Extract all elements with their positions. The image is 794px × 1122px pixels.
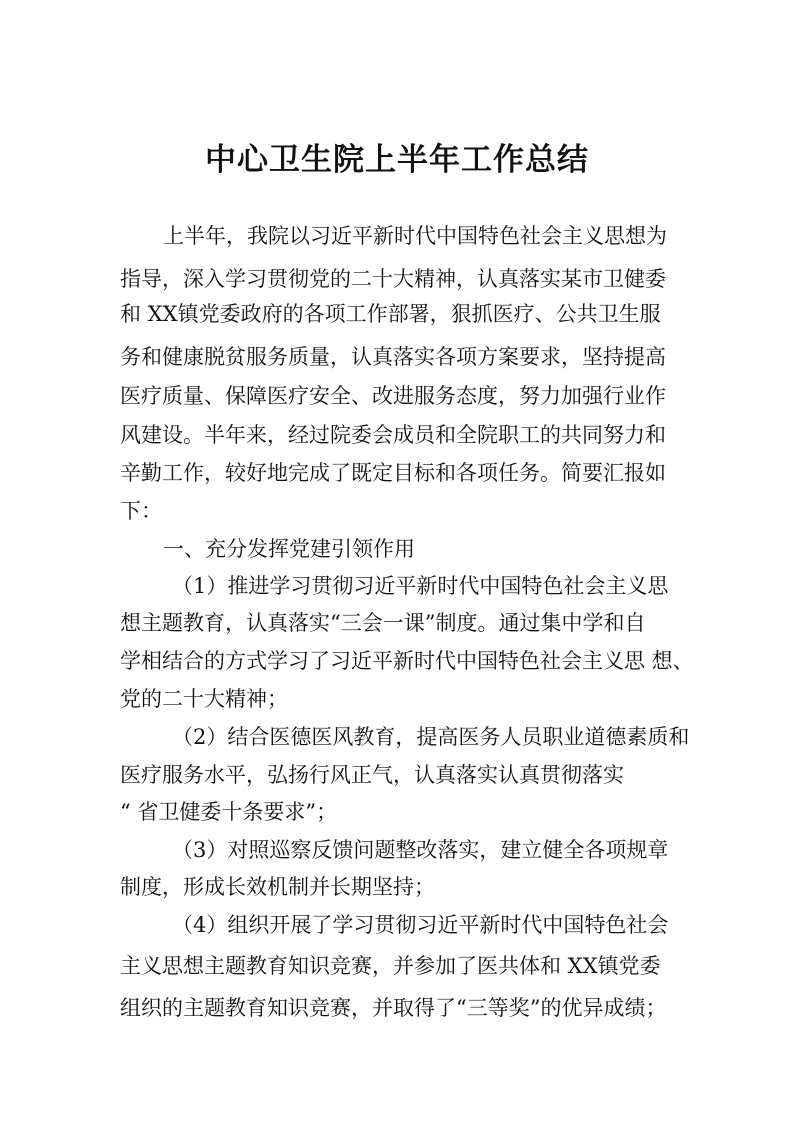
list-item-line: 党的二十大精神； — [120, 687, 288, 711]
list-item-line: 医疗服务水平，弘扬行风正气，认真落实认真贯彻落实 — [120, 763, 624, 787]
paragraph-line: 指导，深入学习贯彻党的二十大精神，认真落实某市卫健委 — [120, 267, 666, 291]
list-item-line: （1）推进学习贯彻习近平新时代中国特色社会主义思 — [172, 574, 669, 598]
paragraph-line: 风建设。半年来，经过院委会成员和全院职工的共同努力和 — [120, 423, 666, 447]
paragraph-line: 下： — [120, 499, 162, 523]
list-item-line: （2）结合医德医风教育，提高医务人员职业道德素质和 — [172, 725, 690, 749]
list-item-line: 主义思想主题教育知识竞赛，并参加了医共体和 XX镇党委 — [120, 954, 661, 978]
paragraph-line: 医疗质量、保障医疗安全、改进服务态度，努力加强行业作 — [120, 384, 666, 408]
list-item-line: （4）组织开展了学习贯彻习近平新时代中国特色社会 — [172, 913, 669, 937]
list-item-line: 想主题教育，认真落实“三会一课”制度。通过集中学和自 — [120, 611, 646, 635]
list-item-line: 学相结合的方式学习了习近平新时代中国特色社会主义思 想、 — [120, 649, 694, 673]
list-item-line: 组织的主题教育知识竞赛，并取得了“三等奖”的优异成绩； — [120, 996, 667, 1020]
paragraph-line: 务和健康脱贫服务质量，认真落实各项方案要求，坚持提高 — [120, 345, 666, 369]
section-heading: 一、充分发挥党建引领作用 — [163, 537, 415, 561]
list-item-line: 制度，形成长效机制并长期坚持； — [120, 875, 435, 899]
paragraph-line: 和 XX镇党委政府的各项工作部署，狠抓医疗、公共卫生服 — [120, 302, 661, 326]
paragraph-line: 辛勤工作，较好地完成了既定目标和各项任务。简要汇报如 — [120, 461, 666, 485]
list-item-line: （3）对照巡察反馈问题整改落实，建立健全各项规章 — [172, 838, 669, 862]
document-title: 中心卫生院上半年工作总结 — [205, 142, 589, 178]
paragraph-line: 上半年，我院以习近平新时代中国特色社会主义思想为 — [163, 224, 667, 248]
list-item-line: “ 省卫健委十条要求”； — [120, 800, 338, 824]
